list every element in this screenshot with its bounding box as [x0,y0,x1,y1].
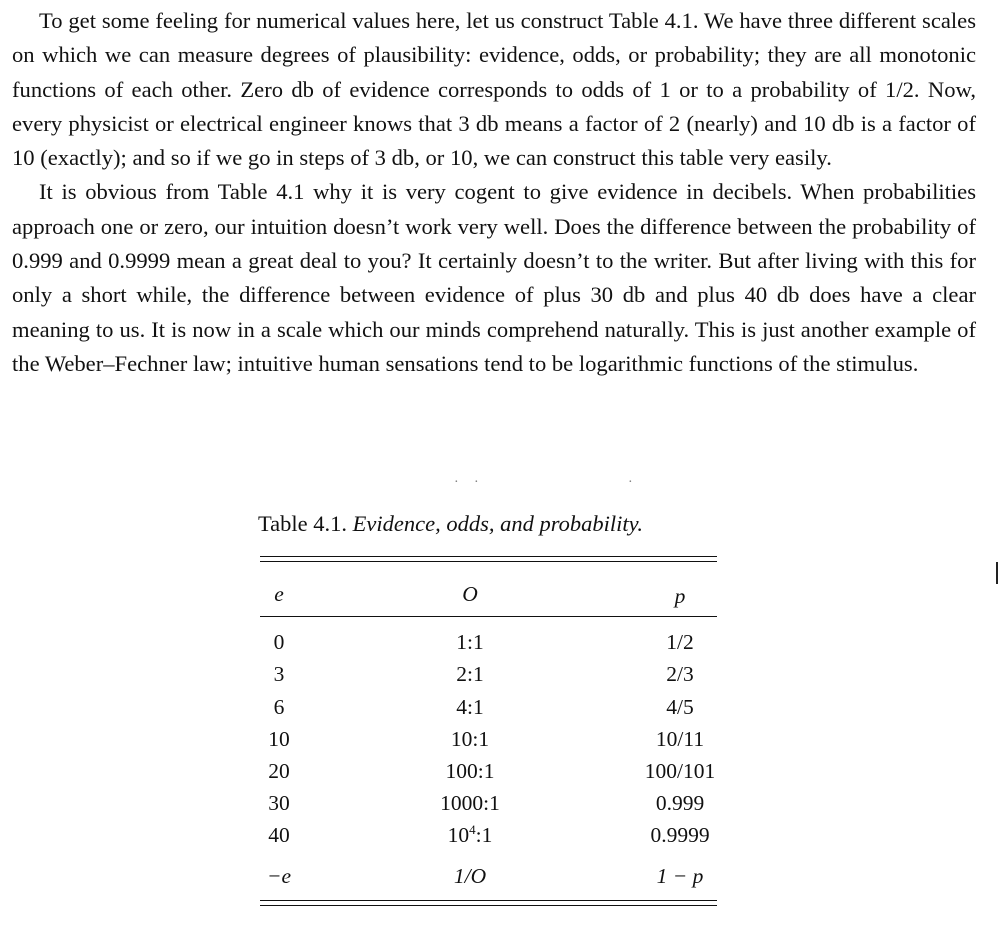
cell-e: 3 [273,662,285,686]
col-header-e: e [274,582,284,606]
table-top-rule-2 [260,561,717,562]
cell-p: 100/101 [644,759,716,783]
table-bottom-rule-2 [260,905,717,906]
cell-o-rest: :1 [475,823,493,847]
cell-e: 30 [268,791,290,815]
scan-speck: · [454,475,459,490]
cell-p: 1/2 [666,630,694,654]
scrollbar-mark[interactable] [996,562,998,584]
cell-e: 40 [268,823,290,847]
cell-p: 0.999 [655,791,705,815]
table-top-rule [260,556,717,557]
scan-speck: · [628,475,633,490]
paragraph-2: It is obvious from Table 4.1 why it is very cogent to give evidence in decibels. When probabilities approach one or zero, our intuition doesn’t work very well. Does the difference between the probability of 0.999 and 0.9999 mean a great deal to you? It certainly doesn’t to the writer. But after living with this for only a short while, the difference between evidence of plus 30 db and plus 40 db does have a clear meaning to us. It is now in a scale which our minds comprehend naturally. This is just another example of the Weber–Fechner law; intuitive human sensations tend to be logarithmic functions of the stimulus. [12,179,976,376]
col-header-p: p [674,584,686,608]
table-caption [258,508,643,540]
cell-p: 1 − p [656,864,704,888]
col-header-o: O [462,582,478,606]
table-caption-label: Table 4.1. [258,511,348,536]
body-text [12,4,976,381]
cell-o: 1/O [453,864,487,888]
cell-e: 20 [268,759,290,783]
cell-e: 6 [273,695,285,719]
cell-p: 0.9999 [650,823,710,847]
cell-o-base: 10 [447,823,470,847]
cell-e: 0 [273,630,285,654]
cell-o: 2:1 [456,662,484,686]
table-caption-title: Evidence, odds, and probability. [352,511,644,536]
cell-o [410,821,530,849]
cell-p: 4/5 [666,695,694,719]
paragraph-1: To get some feeling for numerical values here, let us construct Table 4.1. We have three different scales on which we can measure degrees of plausibility: evidence, odds, or probability; they are all monotonic functions of each other. Zero db of evidence corresponds to odds of 1 or to a probability of 1/2. Now, every physicist or electrical engineer knows that 3 db means a factor of 2 (nearly) and 10 db is a factor of 10 (exactly); and so if we go in steps of 3 db, or 10, we can construct this table very easily. [12,8,976,171]
cell-e: −e [266,864,292,888]
cell-o: 4:1 [456,695,484,719]
table-header-rule [260,616,717,617]
cell-o: 1:1 [456,630,484,654]
cell-o-exponent: 4 [469,822,476,837]
scan-speck: · [474,475,479,490]
cell-o: 1000:1 [440,791,500,815]
cell-p: 10/11 [655,727,705,751]
cell-e: 10 [268,727,290,751]
cell-o: 100:1 [445,759,495,783]
cell-o: 10:1 [450,727,490,751]
cell-p: 2/3 [666,662,694,686]
table-bottom-rule [260,900,717,901]
